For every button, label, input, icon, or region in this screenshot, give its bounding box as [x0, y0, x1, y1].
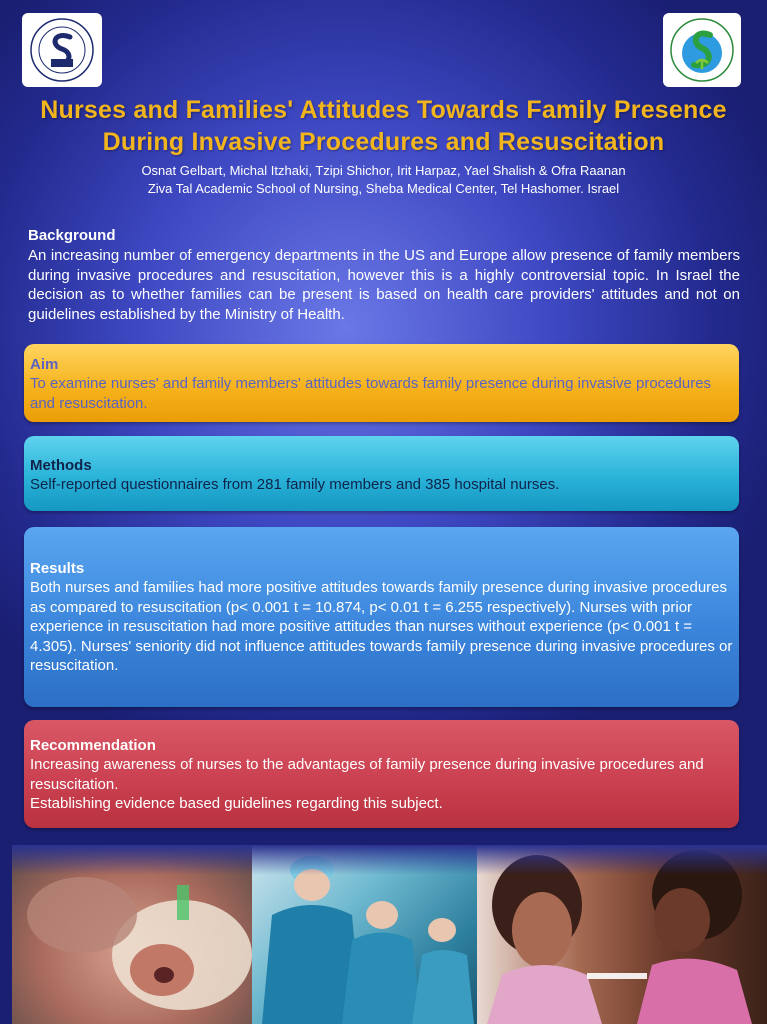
methods-box — [24, 436, 739, 511]
photo-strip-fade — [12, 845, 767, 875]
methods-text: Self-reported questionnaires from 281 family members and 385 hospital nurses. — [30, 476, 560, 493]
background-text: An increasing number of emergency departments in the US and Europe allow presence of family members during invasive procedures and resuscitation, however this is a highly controversial topic. In Israel the decision as to whether families can be present is based on health care providers' attitudes and not on guidelines established by the Ministry of Health. — [28, 247, 740, 323]
background-heading: Background — [28, 227, 116, 244]
results-text: Both nurses and families had more positive attitudes towards family presence during invasive procedures as compared to resuscitation (p< 0.001 t = 10.874, p< 0.01 t = 6.255 respectively). Nurses with prior experience in resuscitation had more positive attitudes than nurses without experience (p< 0.001 t = 4.305). Nurses' seniority did not influence attitudes towards family presence during invasive procedures or resuscitation. — [30, 579, 733, 674]
sheba-hospital-logo — [22, 13, 102, 87]
recommendation-line-1: Increasing awareness of nurses to the advantages of family presence during invasive procedures and resuscitation. — [30, 756, 704, 793]
results-box — [24, 527, 739, 707]
poster-title — [0, 94, 767, 158]
methods-heading: Methods — [30, 457, 92, 474]
aim-heading: Aim — [30, 356, 59, 373]
recommendation-box — [24, 720, 739, 828]
affiliation: Ziva Tal Academic School of Nursing, Sheba Medical Center, Tel Hashomer. Israel — [147, 181, 620, 196]
aim-text: To examine nurses' and family members' attitudes towards family presence during invasive procedures and resuscitation. — [30, 375, 712, 412]
aim-box — [24, 344, 739, 422]
recommendation-heading: Recommendation — [30, 737, 156, 754]
title-line-1: Nurses and Families' Attitudes Towards Family Presence — [40, 96, 727, 124]
results-heading: Results — [30, 560, 85, 577]
title-line-2: During Invasive Procedures and Resuscitation — [102, 128, 665, 156]
authors: Osnat Gelbart, Michal Itzhaki, Tzipi Shichor, Irit Harpaz, Yael Shalish & Ofra Raanan — [141, 163, 626, 178]
recommendation-line-2: Establishing evidence based guidelines regarding this subject. — [30, 795, 443, 812]
nursing-school-logo — [663, 13, 741, 87]
